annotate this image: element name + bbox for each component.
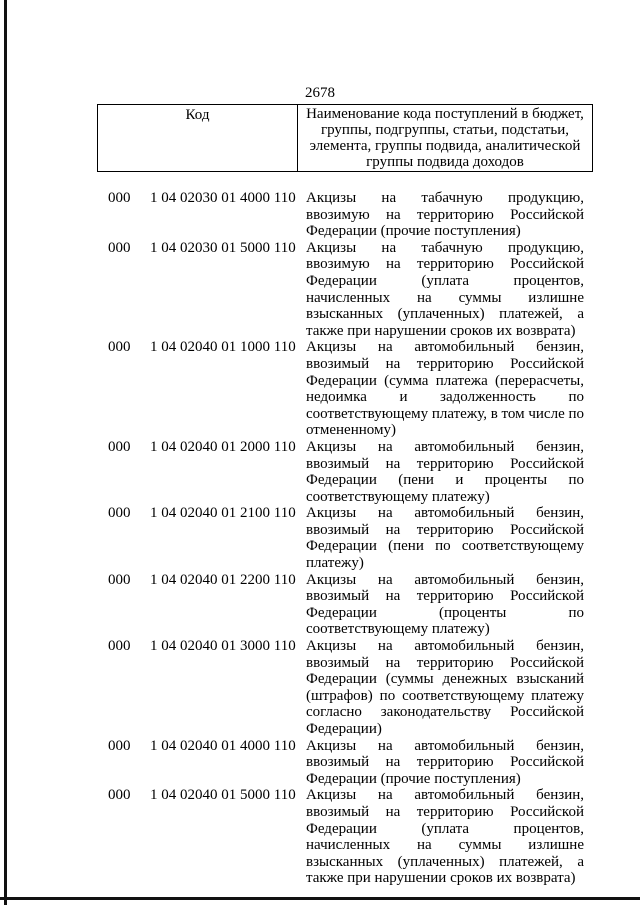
row-admin-code: 000 [108, 438, 131, 455]
table-row [0, 439, 640, 505]
table-header [97, 104, 593, 172]
row-admin-code: 000 [108, 505, 131, 522]
header-name-cell: Наименование кода поступлений в бюджет, группы, подгруппы, статьи, подстатьи, элемента, группы подвида, аналитической группы подвида доходов [306, 106, 584, 170]
page-bottom-border [0, 897, 640, 900]
row-admin-code: 000 [108, 737, 131, 754]
row-budget-code: 1 04 02040 01 3000 110 [150, 638, 296, 655]
row-budget-code: 1 04 02040 01 5000 110 [150, 787, 296, 804]
row-name: Акцизы на табачную продукцию, ввозимую на территорию Российской Федерации (прочие поступления) [306, 190, 584, 240]
row-admin-code: 000 [108, 190, 131, 206]
row-budget-code: 1 04 02040 01 2100 110 [150, 505, 296, 522]
row-budget-code: 1 04 02030 01 5000 110 [150, 239, 296, 256]
page-number: 2678 [305, 85, 335, 101]
row-budget-code: 1 04 02040 01 4000 110 [150, 737, 296, 754]
table-row [0, 572, 640, 638]
row-name: Акцизы на автомобильный бензин, ввозимый на территорию Российской Федерации (проценты по соответствующему платежу) [306, 571, 584, 638]
table-row [0, 738, 640, 788]
row-budget-code: 1 04 02040 01 1000 110 [150, 339, 296, 356]
row-name: Акцизы на автомобильный бензин, ввозимый на территорию Российской Федерации (пени и проценты по соответствующему платежу) [306, 438, 584, 505]
row-admin-code: 000 [108, 339, 131, 356]
table-row [0, 638, 640, 738]
table-row [0, 190, 640, 240]
row-admin-code: 000 [108, 638, 131, 655]
row-name: Акцизы на автомобильный бензин, ввозимый на территорию Российской Федерации (прочие поступления) [306, 737, 584, 787]
table-row [0, 339, 640, 439]
row-admin-code: 000 [108, 571, 131, 588]
table-row [0, 505, 640, 571]
row-name: Акцизы на табачную продукцию, ввозимую на территорию Российской Федерации (уплата процентов, начисленных на суммы излишне взысканных (уплаченных) платежей, а также при нарушении сроков их возврата) [306, 239, 584, 339]
row-name: Акцизы на автомобильный бензин, ввозимый на территорию Российской Федерации (суммы денежных взысканий (штрафов) по соответствующему платежу согласно законодательству Российской Федерации) [306, 638, 584, 737]
row-name: Акцизы на автомобильный бензин, ввозимый на территорию Российской Федерации (пени по соответствующему платежу) [306, 505, 584, 572]
row-admin-code: 000 [108, 787, 131, 804]
row-admin-code: 000 [108, 239, 131, 256]
row-budget-code: 1 04 02030 01 4000 110 [150, 190, 296, 206]
table-row [0, 787, 640, 887]
row-budget-code: 1 04 02040 01 2200 110 [150, 571, 296, 588]
row-budget-code: 1 04 02040 01 2000 110 [150, 438, 296, 455]
table-row [0, 240, 640, 340]
row-name: Акцизы на автомобильный бензин, ввозимый на территорию Российской Федерации (уплата процентов, начисленных на суммы излишне взысканных (уплаченных) платежей, а также при нарушении сроков их возврата) [306, 787, 584, 887]
row-name: Акцизы на автомобильный бензин, ввозимый на территорию Российской Федерации (сумма платежа (перерасчеты, недоимка и задолженность по соответствующему платежу, в том числе по отмененному) [306, 339, 584, 439]
header-code-cell: Код [98, 105, 298, 171]
table-body [0, 190, 640, 887]
